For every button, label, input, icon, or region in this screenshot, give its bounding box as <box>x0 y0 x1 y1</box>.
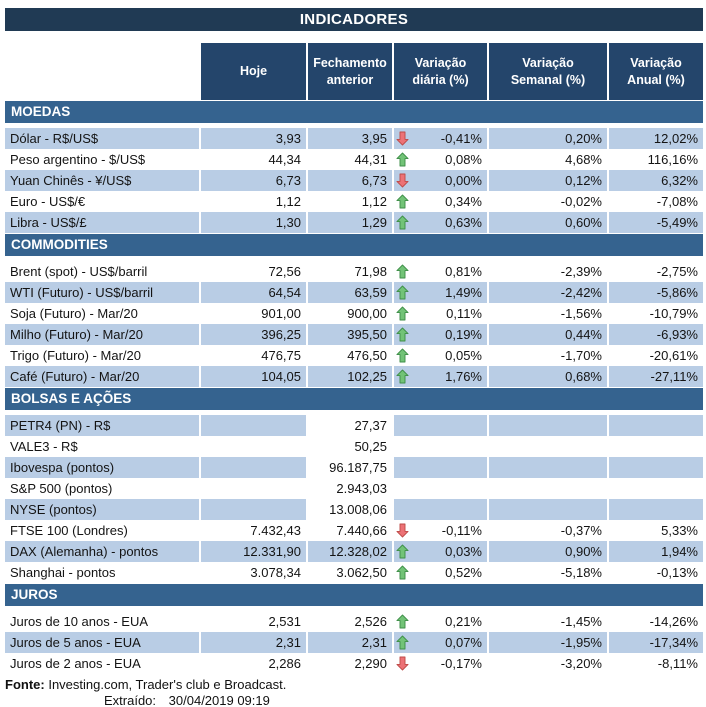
cell-fechamento-anterior: 1,29 <box>306 212 392 233</box>
table-row <box>5 653 706 674</box>
cell-variacao-semanal: 0,90% <box>487 541 607 562</box>
cell-fechamento-anterior: 44,31 <box>306 149 392 170</box>
cell-indicator-label: Yuan Chinês - ¥/US$ <box>5 170 199 191</box>
cell-variacao-semanal: -1,70% <box>487 345 607 366</box>
cell-variacao-anual: -8,11% <box>607 653 703 674</box>
up-arrow-icon <box>396 215 409 230</box>
table-row <box>5 149 706 170</box>
cell-hoje: 2,286 <box>199 653 306 674</box>
cell-indicator-label: Shanghai - pontos <box>5 562 199 583</box>
cell-indicator-label: DAX (Alemanha) - pontos <box>5 541 199 562</box>
column-header-variacao-diaria: Variação diária (%) <box>392 43 487 100</box>
column-header-fechamento-anterior: Fechamento anterior <box>306 43 392 100</box>
down-arrow-icon <box>396 173 409 188</box>
cell-variacao-diaria: 0,08% <box>392 149 487 170</box>
table-row <box>5 478 706 499</box>
cell-indicator-label: Ibovespa (pontos) <box>5 457 199 478</box>
cell-variacao-diaria: 0,00% <box>392 170 487 191</box>
table-row <box>5 499 706 520</box>
up-arrow-icon <box>396 285 409 300</box>
cell-fechamento-anterior: 1,12 <box>306 191 392 212</box>
cell-hoje: 1,12 <box>199 191 306 212</box>
table-row <box>5 366 706 387</box>
column-header-row <box>5 43 706 100</box>
cell-fechamento-anterior: 3,95 <box>306 128 392 149</box>
cell-variacao-diaria: 0,52% <box>392 562 487 583</box>
cell-fechamento-anterior: 7.440,66 <box>306 520 392 541</box>
cell-variacao-diaria: -0,11% <box>392 520 487 541</box>
cell-variacao-diaria <box>392 478 487 499</box>
up-arrow-icon <box>396 544 409 559</box>
cell-variacao-diaria: 1,76% <box>392 366 487 387</box>
cell-variacao-semanal: 4,68% <box>487 149 607 170</box>
cell-variacao-semanal: -5,18% <box>487 562 607 583</box>
section-header-moedas: MOEDAS <box>5 101 703 123</box>
cell-hoje: 2,31 <box>199 632 306 653</box>
table-row <box>5 324 706 345</box>
cell-indicator-label: PETR4 (PN) - R$ <box>5 415 199 436</box>
cell-variacao-anual: 6,32% <box>607 170 703 191</box>
up-arrow-icon <box>396 194 409 209</box>
cell-indicator-label: Trigo (Futuro) - Mar/20 <box>5 345 199 366</box>
cell-variacao-semanal: -1,95% <box>487 632 607 653</box>
cell-hoje: 1,30 <box>199 212 306 233</box>
cell-variacao-anual: 5,33% <box>607 520 703 541</box>
extraction-label: Extraído: <box>104 693 157 707</box>
cell-variacao-anual: -10,79% <box>607 303 703 324</box>
cell-variacao-anual: -14,26% <box>607 611 703 632</box>
table-row <box>5 415 706 436</box>
cell-variacao-anual: -7,08% <box>607 191 703 212</box>
cell-indicator-label: Dólar - R$/US$ <box>5 128 199 149</box>
cell-variacao-anual: -17,34% <box>607 632 703 653</box>
extraction-timestamp: 30/04/2019 09:19 <box>168 693 270 707</box>
cell-variacao-semanal: 0,60% <box>487 212 607 233</box>
cell-fechamento-anterior: 50,25 <box>306 436 392 457</box>
cell-fechamento-anterior: 13.008,06 <box>306 499 392 520</box>
cell-variacao-anual <box>607 457 703 478</box>
cell-fechamento-anterior: 96.187,75 <box>306 457 392 478</box>
cell-indicator-label: Juros de 2 anos - EUA <box>5 653 199 674</box>
report-footer <box>5 677 706 707</box>
cell-variacao-semanal <box>487 499 607 520</box>
cell-indicator-label: S&P 500 (pontos) <box>5 478 199 499</box>
cell-fechamento-anterior: 2,526 <box>306 611 392 632</box>
cell-fechamento-anterior: 900,00 <box>306 303 392 324</box>
cell-hoje: 901,00 <box>199 303 306 324</box>
cell-fechamento-anterior: 2,290 <box>306 653 392 674</box>
source-text: Investing.com, Trader's club e Broadcast. <box>48 677 287 692</box>
up-arrow-icon <box>396 635 409 650</box>
cell-variacao-semanal: -1,45% <box>487 611 607 632</box>
cell-indicator-label: Juros de 10 anos - EUA <box>5 611 199 632</box>
section-header-commodities: COMMODITIES <box>5 234 703 256</box>
cell-indicator-label: Libra - US$/£ <box>5 212 199 233</box>
cell-indicator-label: VALE3 - R$ <box>5 436 199 457</box>
cell-hoje: 6,73 <box>199 170 306 191</box>
cell-hoje <box>199 457 306 478</box>
cell-variacao-semanal: 0,44% <box>487 324 607 345</box>
cell-indicator-label: Café (Futuro) - Mar/20 <box>5 366 199 387</box>
cell-indicator-label: WTI (Futuro) - US$/barril <box>5 282 199 303</box>
cell-variacao-semanal: -0,02% <box>487 191 607 212</box>
cell-variacao-anual: -6,93% <box>607 324 703 345</box>
cell-variacao-diaria: 1,49% <box>392 282 487 303</box>
cell-hoje <box>199 478 306 499</box>
cell-fechamento-anterior: 2.943,03 <box>306 478 392 499</box>
cell-variacao-anual: -27,11% <box>607 366 703 387</box>
column-header-spacer <box>5 43 199 100</box>
cell-variacao-diaria: 0,63% <box>392 212 487 233</box>
cell-variacao-semanal <box>487 457 607 478</box>
cell-variacao-semanal: 0,12% <box>487 170 607 191</box>
cell-variacao-semanal <box>487 436 607 457</box>
cell-variacao-semanal: -3,20% <box>487 653 607 674</box>
section-header-bolsas-e-a-es: BOLSAS E AÇÕES <box>5 388 703 410</box>
up-arrow-icon <box>396 348 409 363</box>
up-arrow-icon <box>396 327 409 342</box>
cell-fechamento-anterior: 12.328,02 <box>306 541 392 562</box>
cell-variacao-semanal: -1,56% <box>487 303 607 324</box>
table-row <box>5 282 706 303</box>
column-header-hoje: Hoje <box>199 43 306 100</box>
up-arrow-icon <box>396 306 409 321</box>
cell-variacao-diaria <box>392 436 487 457</box>
cell-variacao-anual: 1,94% <box>607 541 703 562</box>
table-row <box>5 457 706 478</box>
cell-fechamento-anterior: 476,50 <box>306 345 392 366</box>
cell-hoje: 3,93 <box>199 128 306 149</box>
cell-indicator-label: Milho (Futuro) - Mar/20 <box>5 324 199 345</box>
cell-variacao-semanal: -2,39% <box>487 261 607 282</box>
up-arrow-icon <box>396 369 409 384</box>
cell-variacao-diaria: 0,03% <box>392 541 487 562</box>
cell-variacao-diaria <box>392 499 487 520</box>
table-row <box>5 541 706 562</box>
cell-fechamento-anterior: 63,59 <box>306 282 392 303</box>
table-row <box>5 562 706 583</box>
cell-variacao-anual <box>607 415 703 436</box>
up-arrow-icon <box>396 264 409 279</box>
cell-hoje: 104,05 <box>199 366 306 387</box>
cell-variacao-anual: -5,49% <box>607 212 703 233</box>
cell-hoje: 396,25 <box>199 324 306 345</box>
report-title-bar <box>5 8 703 31</box>
cell-hoje <box>199 415 306 436</box>
cell-variacao-diaria <box>392 457 487 478</box>
cell-variacao-anual <box>607 436 703 457</box>
cell-variacao-diaria: 0,34% <box>392 191 487 212</box>
table-row <box>5 128 706 149</box>
table-row <box>5 212 706 233</box>
cell-fechamento-anterior: 6,73 <box>306 170 392 191</box>
cell-variacao-diaria <box>392 415 487 436</box>
cell-hoje: 3.078,34 <box>199 562 306 583</box>
cell-hoje: 12.331,90 <box>199 541 306 562</box>
cell-fechamento-anterior: 3.062,50 <box>306 562 392 583</box>
source-label: Fonte: <box>5 677 45 692</box>
cell-indicator-label: Brent (spot) - US$/barril <box>5 261 199 282</box>
cell-variacao-anual: -2,75% <box>607 261 703 282</box>
cell-variacao-semanal: -2,42% <box>487 282 607 303</box>
page-title: INDICADORES <box>299 11 409 28</box>
cell-variacao-diaria: 0,05% <box>392 345 487 366</box>
source-line <box>5 677 706 692</box>
cell-variacao-anual: -5,86% <box>607 282 703 303</box>
up-arrow-icon <box>396 565 409 580</box>
table-row <box>5 611 706 632</box>
column-header-variacao-anual: Variação Anual (%) <box>607 43 703 100</box>
cell-hoje: 476,75 <box>199 345 306 366</box>
cell-fechamento-anterior: 102,25 <box>306 366 392 387</box>
cell-indicator-label: Peso argentino - $/US$ <box>5 149 199 170</box>
cell-variacao-semanal <box>487 478 607 499</box>
table-row <box>5 632 706 653</box>
cell-variacao-anual: -0,13% <box>607 562 703 583</box>
cell-variacao-semanal: 0,68% <box>487 366 607 387</box>
cell-variacao-semanal: -0,37% <box>487 520 607 541</box>
down-arrow-icon <box>396 656 409 671</box>
section-header-juros: JUROS <box>5 584 703 606</box>
extraction-line <box>104 693 706 707</box>
table-body <box>0 101 706 674</box>
cell-variacao-anual <box>607 499 703 520</box>
down-arrow-icon <box>396 131 409 146</box>
cell-hoje: 44,34 <box>199 149 306 170</box>
cell-indicator-label: Soja (Futuro) - Mar/20 <box>5 303 199 324</box>
cell-variacao-diaria: 0,11% <box>392 303 487 324</box>
cell-variacao-diaria: 0,21% <box>392 611 487 632</box>
cell-indicator-label: FTSE 100 (Londres) <box>5 520 199 541</box>
cell-hoje <box>199 499 306 520</box>
cell-variacao-anual <box>607 478 703 499</box>
up-arrow-icon <box>396 152 409 167</box>
cell-hoje: 64,54 <box>199 282 306 303</box>
cell-variacao-anual: 116,16% <box>607 149 703 170</box>
cell-fechamento-anterior: 27,37 <box>306 415 392 436</box>
cell-variacao-diaria: 0,19% <box>392 324 487 345</box>
cell-indicator-label: Euro - US$/€ <box>5 191 199 212</box>
cell-fechamento-anterior: 2,31 <box>306 632 392 653</box>
cell-indicator-label: NYSE (pontos) <box>5 499 199 520</box>
down-arrow-icon <box>396 523 409 538</box>
cell-variacao-semanal <box>487 415 607 436</box>
cell-variacao-diaria: -0,17% <box>392 653 487 674</box>
cell-indicator-label: Juros de 5 anos - EUA <box>5 632 199 653</box>
table-row <box>5 436 706 457</box>
cell-fechamento-anterior: 395,50 <box>306 324 392 345</box>
table-row <box>5 303 706 324</box>
cell-fechamento-anterior: 71,98 <box>306 261 392 282</box>
cell-variacao-diaria: 0,07% <box>392 632 487 653</box>
cell-hoje: 72,56 <box>199 261 306 282</box>
cell-hoje <box>199 436 306 457</box>
cell-variacao-diaria: 0,81% <box>392 261 487 282</box>
cell-variacao-anual: 12,02% <box>607 128 703 149</box>
cell-variacao-diaria: -0,41% <box>392 128 487 149</box>
table-row <box>5 261 706 282</box>
table-row <box>5 191 706 212</box>
cell-variacao-semanal: 0,20% <box>487 128 607 149</box>
cell-hoje: 7.432,43 <box>199 520 306 541</box>
table-row <box>5 170 706 191</box>
cell-variacao-anual: -20,61% <box>607 345 703 366</box>
table-row <box>5 345 706 366</box>
up-arrow-icon <box>396 614 409 629</box>
cell-hoje: 2,531 <box>199 611 306 632</box>
table-row <box>5 520 706 541</box>
column-header-variacao-semanal: Variação Semanal (%) <box>487 43 607 100</box>
